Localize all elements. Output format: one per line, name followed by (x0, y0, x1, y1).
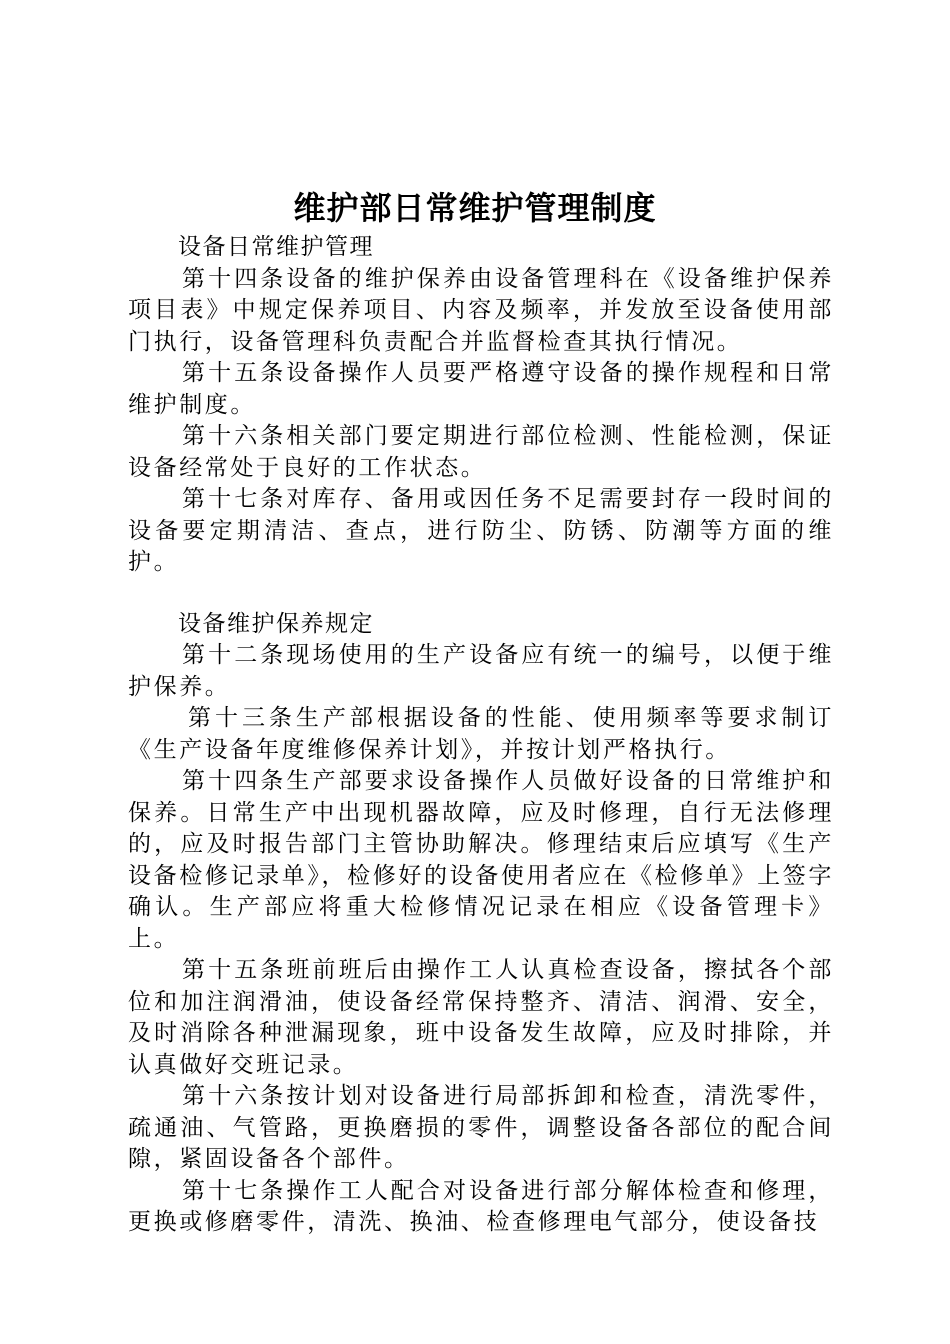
section-heading: 设备维护保养规定 (178, 610, 374, 637)
paragraph: 第十三条生产部根据设备的性能、使用频率等要求制订《生产设备年度维修保养计划》，并按计划严格执行。 (128, 705, 834, 763)
paragraph: 第十二条现场使用的生产设备应有统一的编号，以便于维护保养。 (128, 642, 834, 700)
section-gap (128, 579, 834, 609)
paragraph: 第十七条对库存、备用或因任务不足需要封存一段时间的设备要定期清洁、查点，进行防尘、防锈、防潮等方面的维护。 (128, 486, 834, 575)
paragraph: 第十六条按计划对设备进行局部拆卸和检查，清洗零件，疏通油、气管路，更换磨损的零件，调整设备各部位的配合间隙，紧固设备各个部件。 (128, 1083, 834, 1172)
paragraph: 第十七条操作工人配合对设备进行部分解体检查和修理，更换或修磨零件，清洗、换油、检查修理电气部分，使设备技 (128, 1177, 834, 1235)
paragraph: 第十四条设备的维护保养由设备管理科在《设备维护保养项目表》中规定保养项目、内容及频率，并发放至设备使用部门执行，设备管理科负责配合并监督检查其执行情况。 (128, 265, 834, 355)
paragraph: 第十四条生产部要求设备操作人员做好设备的日常维护和保养。日常生产中出现机器故障，应及时修理，自行无法修理的，应及时报告部门主管协助解决。修理结束后应填写《生产设备检修记录单》，检修好的设备使用者应在《检修单》上签字确认。生产部应将重大检修情况记录在相应《设备管理卡》上。 (128, 768, 834, 952)
paragraph: 第十五条设备操作人员要严格遵守设备的操作规程和日常维护制度。 (128, 360, 834, 418)
document-body (128, 232, 834, 1239)
document-title: 维护部日常维护管理制度 (293, 189, 657, 227)
section-heading: 设备日常维护管理 (178, 234, 374, 260)
paragraph: 第十六条相关部门要定期进行部位检测、性能检测，保证设备经常处于良好的工作状态。 (128, 423, 834, 481)
paragraph: 第十五条班前班后由操作工人认真检查设备，擦拭各个部位和加注润滑油，使设备经常保持整齐、清洁、润滑、安全，及时消除各种泄漏现象，班中设备发生故障，应及时排除，并认真做好交班记录。 (128, 957, 834, 1078)
